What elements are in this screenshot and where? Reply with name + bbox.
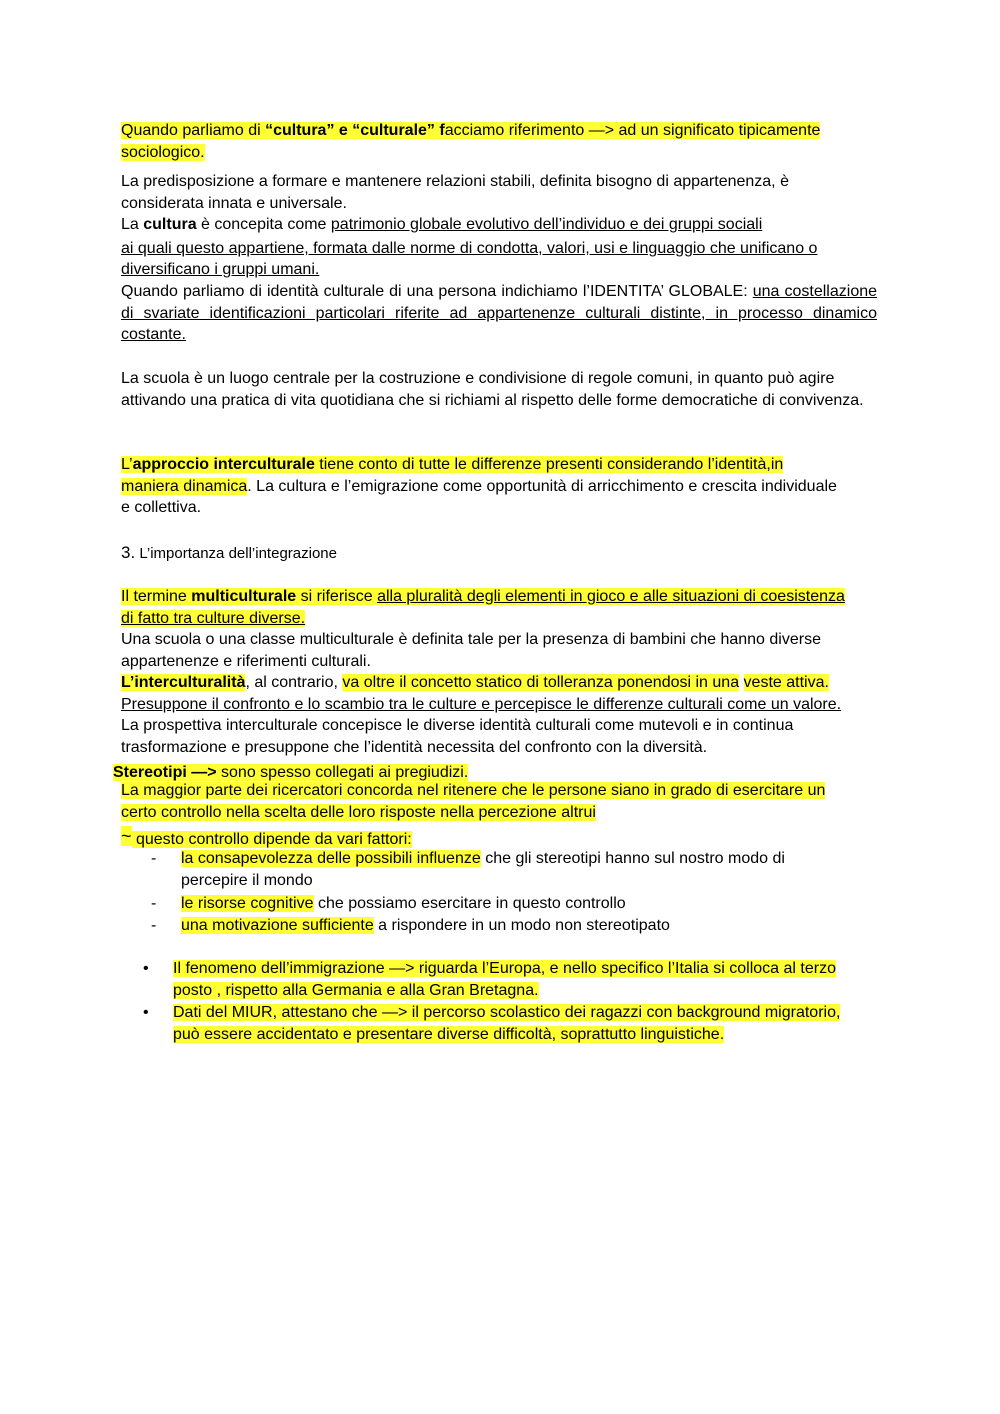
dash-marker: -: [151, 895, 157, 912]
interculturality-paragraph: [121, 672, 891, 715]
multi-e: di fatto tra culture diverse.: [121, 609, 306, 627]
dash-marker: -: [151, 850, 157, 867]
approach-f: e collettiva.: [121, 499, 202, 516]
approach-e: . La cultura e l’emigrazione come opportunità di arricchimento e crescita individuale: [247, 477, 837, 495]
intercult-f: Presuppone il confronto e lo scambio tra le culture e percepisce le differenze culturali come un valore.: [121, 695, 842, 713]
section-number: 3.: [121, 543, 136, 562]
list-item-rest: che gli stereotipi hanno sul nostro modo di: [480, 850, 785, 867]
perspective-paragraph: La prospettiva interculturale concepisce le diverse identità culturali come mutevoli e in continua trasformazione e presuppone che l’identità necessita del confronto con la diversità.: [121, 717, 794, 756]
bullet-line-2: posto , rispetto alla Germania e alla Gran Bretagna.: [173, 981, 539, 999]
culture-def-bold: cultura: [143, 216, 197, 233]
researchers-line-2: certo controllo nella scelta delle loro risposte nella percezione altrui: [121, 803, 596, 821]
intro-text-d: sociologico.: [121, 143, 205, 161]
bullet-marker: •: [143, 1004, 149, 1021]
list-item-highlight: una motivazione sufficiente: [181, 917, 374, 934]
identity-text-underlined: una costellazione di svariate identificazioni particolari riferite ad appartenenze culturali distinte, in processo dinamico costante.: [121, 283, 878, 343]
list-item-rest: a rispondere in un modo non stereotipato: [373, 917, 670, 934]
school-paragraph: La scuola è un luogo centrale per la costruzione e condivisione di regole comuni, in quanto può agire attivando una pratica di vita quotidiana che si richiami al rispetto delle forme democratiche di convivenza.: [121, 370, 864, 409]
stereotypes-bold: Stereotipi —>: [113, 764, 217, 781]
culture-definition-line: [121, 214, 762, 236]
tilde-icon: ~: [121, 826, 132, 846]
multi-bold: multiculturale: [191, 588, 297, 605]
identity-paragraph: [121, 281, 877, 346]
intro-text-c: acciamo riferimento —> ad un significato tipicamente: [444, 122, 821, 139]
approach-a: L’: [121, 456, 133, 473]
list-item-text: [173, 958, 893, 1001]
culture-definition-line-3: diversificano i gruppi umani.: [121, 261, 320, 278]
bullet-line-1: Dati del MIUR, attestano che —> il percorso scolastico dei ragazzi con background migratorio,: [173, 1004, 841, 1021]
belonging-line-1: La predisposizione a formare e mantenere relazioni stabili, definita bisogno di appartenenza, è: [121, 173, 789, 190]
bullet-line-2: può essere accidentato e presentare diverse difficoltà, soprattutto linguistiche.: [173, 1025, 725, 1043]
stereotypes-text: sono spesso collegati ai pregiudizi.: [216, 764, 469, 781]
list-item-text: [173, 1002, 893, 1045]
bullet-line-1: Il fenomeno dell’immigrazione —> riguarda l’Europa, e nello specifico l’Italia si colloca al terzo: [173, 960, 836, 977]
control-factors-text: questo controllo dipende da vari fattori:: [131, 831, 412, 848]
list-item-highlight: la consapevolezza delle possibili influenze: [181, 850, 481, 867]
list-item-continuation: percepire il mondo: [181, 871, 313, 889]
bullet-marker: •: [143, 960, 149, 977]
culture-def-a: La: [121, 216, 144, 233]
multicultural-paragraph: [121, 586, 891, 629]
control-factors-line: [121, 826, 412, 851]
list-item-text: [181, 915, 670, 937]
section-heading: [121, 542, 337, 565]
intercult-d: [739, 674, 743, 691]
list-item-text: [181, 893, 626, 915]
intro-text-bold: “cultura” e “culturale” f: [265, 122, 445, 139]
list-item-text: [181, 848, 831, 891]
dash-marker: -: [151, 917, 157, 934]
list-item-rest: che possiamo esercitare in questo controllo: [313, 895, 626, 912]
intercult-b: , al contrario,: [245, 674, 343, 691]
multi-c: si riferisce: [296, 588, 378, 605]
list-item-highlight: le risorse cognitive: [181, 895, 314, 912]
multi-d: alla pluralità degli elementi in gioco e alle situazioni di coesistenza: [377, 588, 845, 605]
culture-def-underlined: patrimonio globale evolutivo dell’individuo e dei gruppi sociali: [330, 216, 763, 233]
intro-paragraph: [121, 120, 881, 163]
researchers-line-1: La maggior parte dei ricercatori concorda nel ritenere che le persone siano in grado di esercitare un: [121, 782, 826, 799]
intro-text-a: Quando parliamo di: [121, 122, 266, 139]
culture-definition-line-2: ai quali questo appartiene, formata dalle norme di condotta, valori, usi e linguaggio che unificano o: [121, 240, 818, 257]
identity-text-a: Quando parliamo di identità culturale di una persona indichiamo l’IDENTITA’ GLOBALE:: [121, 283, 753, 300]
intercult-e: veste attiva.: [743, 674, 829, 691]
section-title: L’importanza dell’integrazione: [135, 545, 337, 562]
researchers-paragraph: [121, 780, 891, 823]
intercult-c: va oltre il concetto statico di tolleranza ponendosi in una: [342, 674, 740, 691]
approach-d: maniera dinamica: [121, 477, 248, 495]
multicultural-school-paragraph: Una scuola o una classe multiculturale è definita tale per la presenza di bambini che hanno diverse appartenenze e riferimenti culturali.: [121, 631, 821, 670]
culture-def-c: è concepita come: [196, 216, 331, 233]
approach-c: tiene conto di tutte le differenze presenti considerando l’identità,in: [314, 456, 784, 473]
approach-bold: approccio interculturale: [132, 456, 315, 473]
belonging-line-2: considerata innata e universale.: [121, 195, 347, 212]
intercultural-approach-paragraph: [121, 454, 881, 519]
multi-a: Il termine: [121, 588, 192, 605]
intercult-bold: L’interculturalità: [121, 674, 246, 691]
